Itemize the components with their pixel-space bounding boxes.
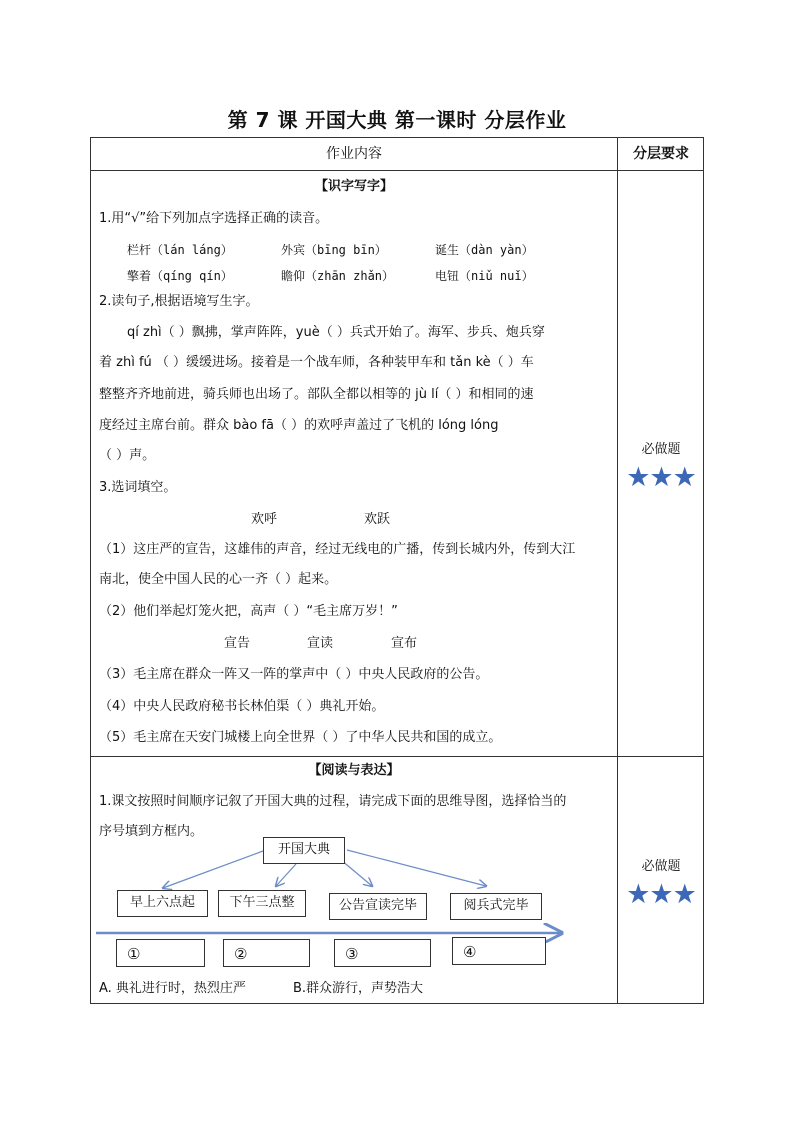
q2-line: 整整齐齐地前进，骑兵师也出场了。部队全都以相等的 jù lí（ ）和相同的速 [99, 387, 534, 402]
star-rating: ★★★ [626, 462, 696, 493]
mind-map-lines [91, 138, 617, 1005]
word-option: 欢呼 [251, 512, 278, 527]
q3-line: （4）中央人民政府秘书长林伯渠（ ）典礼开始。 [99, 699, 385, 714]
arrow-to-stage-2 [276, 864, 296, 886]
star-rating: ★★★ [626, 879, 696, 910]
q2-stem: 2.读句子,根据语境写生字。 [99, 294, 259, 309]
q1-item: 诞生（dàn yàn） [435, 243, 534, 257]
mind-map-root: 开国大典 [263, 837, 345, 864]
q3-line: （5）毛主席在天安门城楼上向全世界（ ）了中华人民共和国的成立。 [99, 730, 502, 745]
q1-item: 瞻仰（zhān zhǎn） [281, 269, 395, 283]
header-requirement: 分层要求 [633, 146, 689, 162]
answer-slot[interactable]: ② [223, 939, 310, 967]
answer-slot[interactable]: ① [116, 939, 205, 967]
stage-box: 阅兵式完毕 [450, 893, 542, 920]
section-title-literacy: 【识字写字】 [314, 179, 393, 194]
stage-box: 早上六点起 [117, 890, 208, 917]
answer-slot[interactable]: ③ [334, 939, 431, 967]
requirement-label: 必做题 [641, 442, 681, 457]
q3-line: （2）他们举起灯笼火把，高声（ ）“毛主席万岁！” [99, 604, 398, 619]
q1-line: 序号填到方框内。 [99, 824, 204, 839]
q2-line: qí zhì（ ）飘拂，掌声阵阵，yuè（ ）兵式开始了。海军、步兵、炮兵穿 [127, 325, 545, 340]
word-option: 宣读 [307, 636, 334, 651]
arrow-to-stage-1 [163, 851, 263, 888]
q1-item: 外宾（bīng bīn） [281, 243, 387, 257]
q3-stem: 3.选词填空。 [99, 480, 177, 495]
word-option: 欢跃 [364, 512, 391, 527]
stage-box: 公告宣读完毕 [329, 893, 427, 920]
section-title-reading: 【阅读与表达】 [308, 763, 400, 778]
q1-stem: 1.用“√”给下列加点字选择正确的读音。 [99, 211, 329, 226]
arrow-to-stage-3 [341, 860, 372, 886]
choice-option-a: A. 典礼进行时，热烈庄严 [99, 981, 246, 996]
q2-line: （ ）声。 [99, 448, 156, 463]
stage-box: 下午三点整 [218, 890, 306, 917]
q3-line: 南北，使全中国人民的心一齐（ ）起来。 [99, 572, 338, 587]
header-content: 作业内容 [326, 146, 382, 162]
q3-line: （3）毛主席在群众一阵又一阵的掌声中（ ）中央人民政府的公告。 [99, 667, 489, 682]
page-title: 第 7 课 开国大典 第一课时 分层作业 [227, 108, 567, 132]
arrow-to-stage-4 [347, 850, 486, 886]
q1-line: 1.课文按照时间顺序记叙了开国大典的过程，请完成下面的思维导图，选择恰当的 [99, 794, 567, 809]
q2-line: 度经过主席台前。群众 bào fā（ ）的欢呼声盖过了飞机的 lóng lóng [99, 418, 499, 433]
q1-item: 栏杆（lán láng） [127, 243, 233, 257]
homework-table [90, 137, 704, 1004]
word-option: 宣告 [224, 636, 251, 651]
word-option: 宣布 [391, 636, 418, 651]
choice-option-b: B.群众游行，声势浩大 [293, 981, 424, 996]
answer-slot[interactable]: ④ [452, 937, 546, 965]
q2-line: 着 zhì fú （ ）缓缓进场。接着是一个战车师，各种装甲车和 tǎn kè（ ）车 [99, 355, 534, 370]
q1-item: 电钮（niǔ nuǐ） [435, 269, 534, 283]
q1-item: 擎着（qíng qín） [127, 269, 233, 283]
q3-line: （1）这庄严的宣告，这雄伟的声音，经过无线电的广播，传到长城内外，传到大江 [99, 542, 576, 557]
requirement-label: 必做题 [641, 859, 681, 874]
